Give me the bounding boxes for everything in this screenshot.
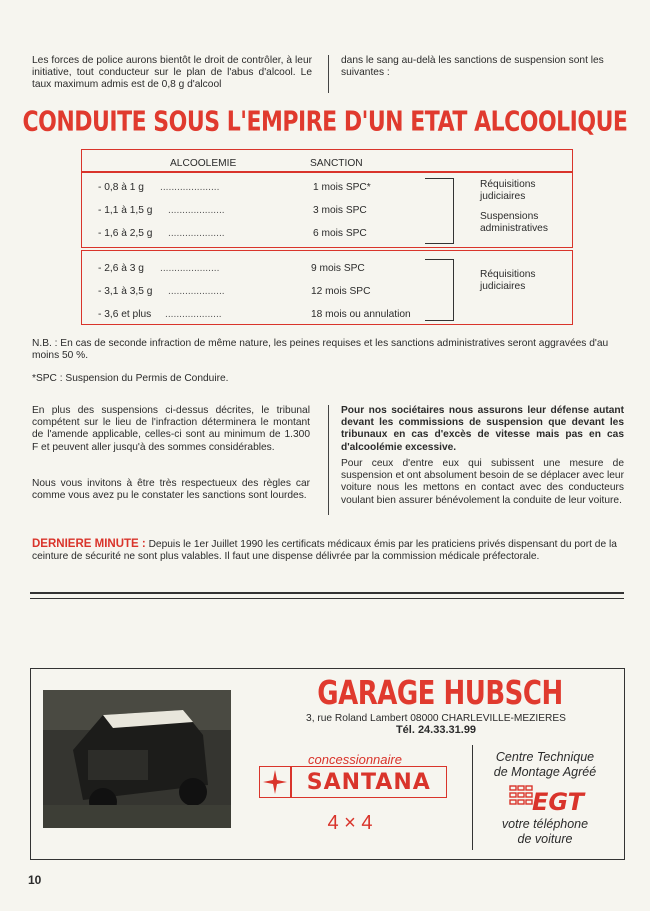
body-right-2: Pour ceux d'entre eux qui subissent une mesure de suspension et ont absolument besoin de se déplacer avec leur voiture nous les mettons en contact avec des conducteurs voulant bien assurer bénévolement la conduite de leur voiture. bbox=[341, 458, 624, 506]
last-minute-text: Depuis le 1er Juillet 1990 les certificats médicaux émis par les praticiens privés dispensant du port de la ceinture de sécurité ne sont plus valables. Il faut une dispense délivrée par la commission médicale préfectorale. bbox=[32, 539, 617, 563]
table-header-rule bbox=[82, 171, 572, 173]
santana-brand: SANTANA bbox=[306, 769, 431, 795]
separator-top bbox=[30, 592, 624, 594]
centre-line2: de Montage Agréé bbox=[493, 765, 597, 779]
phone-service-line1: votre téléphone bbox=[501, 817, 589, 831]
group1-note2: Suspensions administratives bbox=[480, 211, 548, 234]
last-minute bbox=[32, 538, 624, 563]
spc-note: *SPC : Suspension du Permis de Conduire. bbox=[32, 373, 229, 384]
table-row-dots: .................... bbox=[168, 205, 225, 216]
table-row-sanction: 6 mois SPC bbox=[313, 228, 367, 239]
table-row-dots: ..................... bbox=[160, 263, 220, 274]
table-row: - 0,8 à 1 g bbox=[98, 182, 144, 193]
page-number: 10 bbox=[28, 873, 42, 887]
table-row-dots: .................... bbox=[168, 228, 225, 239]
intro-divider bbox=[328, 55, 329, 93]
body-divider bbox=[328, 405, 329, 515]
egt-logo bbox=[508, 784, 588, 814]
model-label: 4 × 4 bbox=[327, 812, 373, 834]
header-sanction: SANCTION bbox=[310, 158, 363, 169]
phone-service-line2: de voiture bbox=[517, 832, 573, 846]
centre-line1: Centre Technique bbox=[495, 750, 595, 764]
ad-divider bbox=[472, 745, 473, 850]
group2-bracket bbox=[425, 259, 454, 321]
table-row-dots: ..................... bbox=[160, 182, 220, 193]
santana-star-icon bbox=[260, 767, 290, 797]
table-row-sanction: 9 mois SPC bbox=[311, 263, 365, 274]
vehicle-photo bbox=[43, 690, 231, 828]
group1-note1: Réquisitions judiciaires bbox=[480, 179, 536, 202]
table-row-sanction: 18 mois ou annulation bbox=[311, 309, 411, 320]
nb-note: N.B. : En cas de seconde infraction de même nature, les peines requises et les sanctions administratives seront aggravées d'au moins 50 %. bbox=[32, 338, 609, 362]
table-row: - 1,1 à 1,5 g bbox=[98, 205, 153, 216]
group1-bracket bbox=[425, 178, 454, 244]
table-row: - 2,6 à 3 g bbox=[98, 263, 144, 274]
table-row-dots: .................... bbox=[168, 286, 225, 297]
intro-left: Les forces de police aurons bientôt le droit de contrôler, à leur initiative, tout conducteur sur le plan de l'abus d'alcool. Le taux maximum admis est de 0,8 g d'alcool bbox=[32, 55, 312, 91]
table-row-sanction: 3 mois SPC bbox=[313, 205, 367, 216]
main-title: CONDUITE SOUS L'EMPIRE D'UN ETAT ALCOOLIQUE bbox=[22, 106, 628, 139]
ad-name: GARAGE HUBSCH bbox=[317, 675, 563, 713]
body-right-bold: Pour nos sociétaires nous assurons leur défense autant devant les commissions de suspension que devant les tribunaux en cas d'excès de vitesse mais pas en cas d'alcoolémie excessive. bbox=[341, 405, 624, 453]
santana-logo bbox=[259, 766, 447, 798]
body-left-1: En plus des suspensions ci-dessus décrites, le tribunal compétent sur le lieu de l'infraction déterminera le montant de l'amende applicable, celles-ci sont au minimum de 1.300 F et peuvent aller jusqu'à des sommes considérables. bbox=[32, 405, 310, 453]
ad-phone: Tél. 24.33.31.99 bbox=[395, 724, 477, 736]
table-row: - 3,1 à 3,5 g bbox=[98, 286, 153, 297]
table-row-dots: .................... bbox=[165, 309, 222, 320]
header-alcoolemie: ALCOOLEMIE bbox=[170, 158, 237, 169]
separator-bottom bbox=[30, 598, 624, 599]
table-row: - 3,6 et plus bbox=[98, 309, 152, 320]
group2-note: Réquisitions judiciaires bbox=[480, 269, 536, 292]
ad-address: 3, rue Roland Lambert 08000 CHARLEVILLE-MEZIERES bbox=[306, 713, 566, 724]
table-row-sanction: 12 mois SPC bbox=[311, 286, 371, 297]
table-row: - 1,6 à 2,5 g bbox=[98, 228, 153, 239]
dealer-label: concessionnaire bbox=[308, 752, 402, 767]
table-row-sanction: 1 mois SPC* bbox=[313, 182, 371, 193]
vehicle-photo-image bbox=[43, 690, 231, 828]
body-left-2: Nous vous invitons à être très respectueux des règles car comme vous avez pu le constater les sanctions sont lourdes. bbox=[32, 478, 310, 502]
egt-text: EGT bbox=[532, 788, 585, 816]
last-minute-label: DERNIERE MINUTE : bbox=[32, 538, 146, 550]
intro-right: dans le sang au-delà les sanctions de suspension sont les suivantes : bbox=[341, 55, 604, 79]
